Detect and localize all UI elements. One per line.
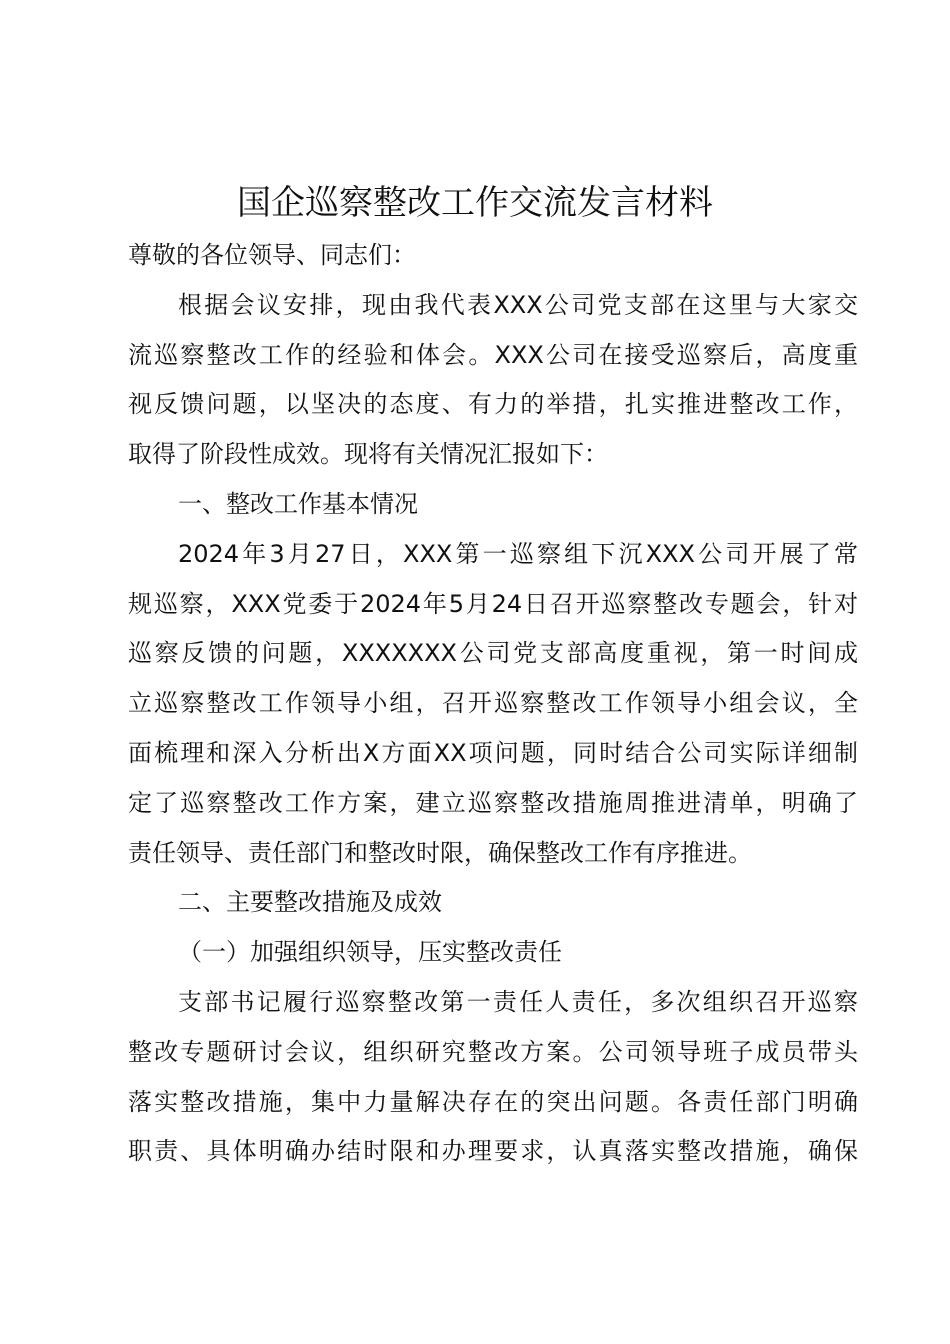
- text-line: 流巡察整改工作的经验和体会。XXX公司在接受巡察后，高度重: [128, 340, 858, 369]
- text-line: 面梳理和深入分析出X方面XX项问题，同时结合公司实际详细制: [128, 738, 858, 767]
- document-title: 国企巡察整改工作交流发言材料: [237, 183, 713, 223]
- text-line: 定了巡察整改工作方案，建立巡察整改措施周推进清单，明确了: [128, 788, 858, 817]
- text-line: 尊敬的各位领导、同志们：: [128, 241, 416, 269]
- text-line: 职责、具体明确办结时限和办理要求，认真落实整改措施，确保: [128, 1137, 858, 1166]
- text-line: 巡察反馈的问题，XXXXXXX公司党支部高度重视，第一时间成: [128, 639, 858, 668]
- text-line: 整改专题研讨会议，组织研究整改方案。公司领导班子成员带头: [128, 1037, 858, 1066]
- text-line: 二、主要整改措施及成效: [178, 888, 442, 917]
- document-body: [128, 231, 858, 1177]
- text-line: 责任领导、责任部门和整改时限，确保整改工作有序推进。: [128, 838, 752, 867]
- text-line: 根据会议安排，现由我代表XXX公司党支部在这里与大家交: [178, 290, 858, 319]
- text-line: （一）加强组织领导，压实整改责任: [178, 938, 562, 967]
- text-line: 取得了阶段性成效。现将有关情况汇报如下：: [128, 440, 608, 469]
- text-line: 立巡察整改工作领导小组，召开巡察整改工作领导小组会议，全: [128, 689, 858, 718]
- text-line: 支部书记履行巡察整改第一责任人责任，多次组织召开巡察: [178, 987, 858, 1016]
- text-line: 规巡察，XXX党委于2024年5月24日召开巡察整改专题会，针对: [128, 589, 858, 618]
- text-line: 一、整改工作基本情况: [178, 489, 418, 518]
- text-line: 2024年3月27日，XXX第一巡察组下沉XXX公司开展了常: [178, 539, 858, 568]
- text-line: 视反馈问题，以坚决的态度、有力的举措，扎实推进整改工作，: [128, 390, 858, 419]
- text-line: 落实整改措施，集中力量解决存在的突出问题。各责任部门明确: [128, 1087, 858, 1116]
